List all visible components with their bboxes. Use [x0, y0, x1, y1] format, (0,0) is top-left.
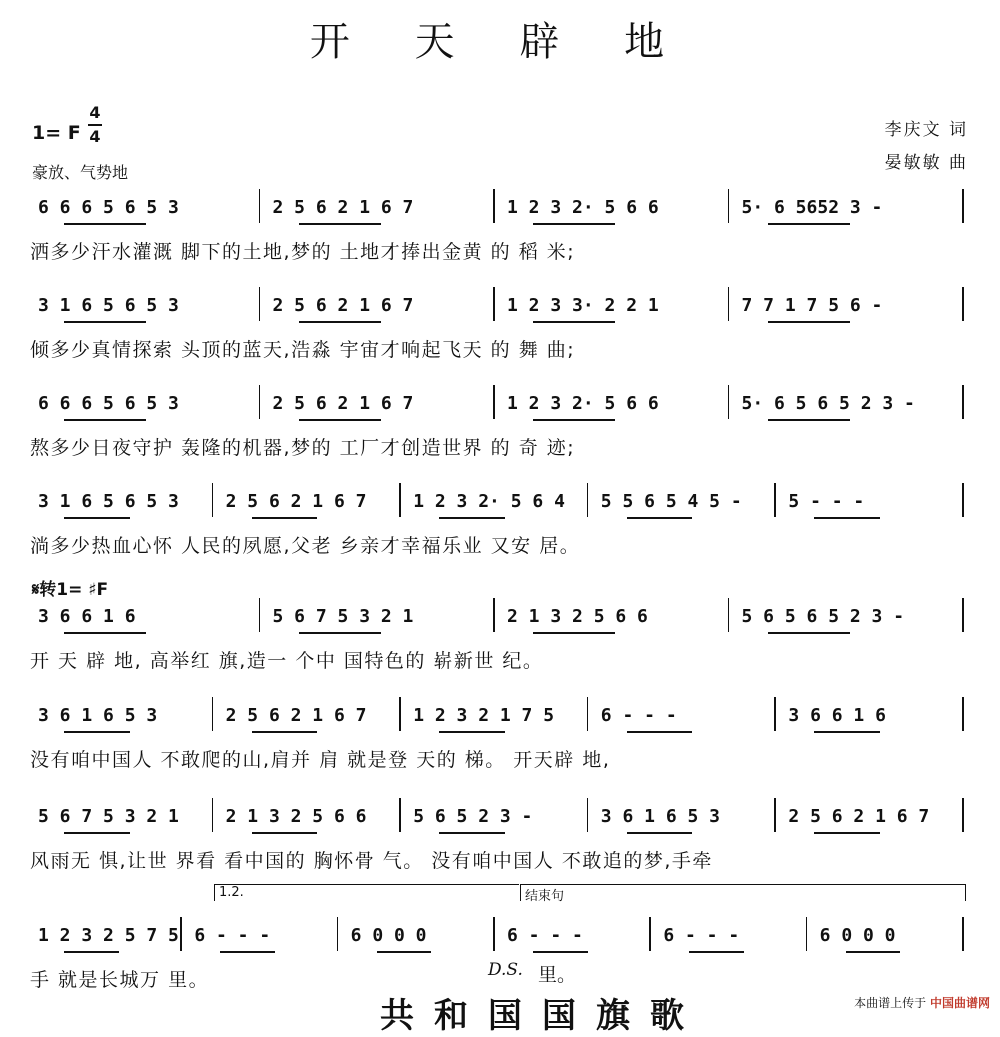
measure: 6 - - -	[663, 925, 740, 946]
time-top: 4	[89, 103, 101, 122]
beam-line	[64, 951, 119, 953]
lyric-line: 风雨无 惧,让世 界看 看中国的 胸怀骨 气。 没有咱中国人 不敢追的梦,手牵	[30, 850, 713, 872]
beam-line	[814, 517, 880, 519]
bar-line	[728, 189, 730, 223]
bar-line	[212, 697, 214, 731]
beam-line	[64, 517, 130, 519]
beam-line	[768, 419, 850, 421]
volta-final-label: 结束句	[525, 889, 565, 904]
measure: 5 6 5 2 3 -	[413, 806, 533, 827]
bar-line	[962, 385, 964, 419]
volta-first-ending	[214, 884, 519, 901]
bar-line	[962, 598, 964, 632]
lyric-line: 洒多少汗水灌溉 脚下的土地,梦的 土地才捧出金黄 的 稻 米;	[30, 241, 576, 263]
bar-line	[962, 917, 964, 951]
key-signature: 1= F	[32, 122, 81, 144]
beam-line	[533, 419, 615, 421]
beam-line	[814, 832, 880, 834]
beam-line	[252, 731, 318, 733]
measure: 5 5 6 5 4 5 -	[600, 491, 742, 512]
beam-line	[252, 517, 318, 519]
measure: 5· 6 5652 3 -	[741, 197, 883, 218]
score-row	[0, 295, 1000, 391]
bar-line	[774, 483, 776, 517]
time-signature	[88, 103, 102, 147]
measure: 5· 6 5 6 5 2 3 -	[741, 393, 915, 414]
lyric-line: 倾多少真情探索 头顶的蓝天,浩淼 宇宙才响起飞天 的 舞 曲;	[30, 339, 576, 361]
score-row	[0, 705, 1000, 801]
beam-line	[768, 223, 850, 225]
bar-line	[337, 917, 339, 951]
measure: 2 5 6 2 1 6 7	[272, 197, 414, 218]
lyricist-credit: 李庆文 词	[884, 120, 968, 140]
bar-line	[728, 385, 730, 419]
measure: 1 2 3 2 5 7 5	[38, 925, 179, 946]
measure: 2 5 6 2 1 6 7	[272, 393, 414, 414]
bar-line	[962, 483, 964, 517]
bar-line	[399, 483, 401, 517]
beam-line	[64, 632, 146, 634]
measure: 6 - - -	[194, 925, 271, 946]
measure: 2 1 3 2 5 6 6	[507, 606, 648, 627]
measure: 6 6 6 5 6 5 3	[38, 197, 179, 218]
beam-line	[377, 951, 432, 953]
beam-line	[439, 517, 505, 519]
measure: 2 5 6 2 1 6 7	[225, 705, 367, 726]
beam-line	[689, 951, 744, 953]
beam-line	[533, 632, 615, 634]
bar-line	[493, 385, 495, 419]
site-logo[interactable]: 中国曲谱网	[929, 996, 990, 1010]
measure: 2 1 3 2 5 6 6	[225, 806, 367, 827]
measure: 6 0 0 0	[350, 925, 427, 946]
bar-line	[259, 189, 261, 223]
beam-line	[64, 731, 130, 733]
measure: 6 0 0 0	[819, 925, 896, 946]
lyric-line: 淌多少热血心怀 人民的夙愿,父老 乡亲才幸福乐业 又安 居。	[30, 535, 581, 557]
beam-line	[299, 419, 381, 421]
measure: 1 2 3 2· 5 6 6	[507, 393, 659, 414]
bar-line	[962, 697, 964, 731]
bar-line	[493, 189, 495, 223]
bar-line	[212, 798, 214, 832]
bar-line	[493, 917, 495, 951]
bar-line	[962, 189, 964, 223]
beam-line	[533, 321, 615, 323]
lyric-line: 没有咱中国人 不敢爬的山,肩并 肩 就是登 天的 梯。 开天辟 地,	[30, 749, 611, 771]
measure: 5 6 7 5 3 2 1	[38, 806, 179, 827]
bar-line	[962, 798, 964, 832]
bar-line	[774, 697, 776, 731]
measure: 3 1 6 5 6 5 3	[38, 491, 179, 512]
next-title-cut: 共和国国旗歌	[380, 996, 704, 1036]
beam-line	[627, 731, 693, 733]
time-bottom: 4	[89, 127, 101, 146]
score-row	[0, 197, 1000, 293]
beam-line	[533, 223, 615, 225]
segno-modulation: 𝄋转1= ♯F	[32, 580, 109, 600]
measure: 3 6 1 6 5 3	[600, 806, 721, 827]
bar-line	[649, 917, 651, 951]
upload-label: 本曲谱上传于	[854, 996, 927, 1010]
bar-line	[493, 287, 495, 321]
score-row	[0, 491, 1000, 587]
bar-line	[212, 483, 214, 517]
bar-line	[259, 385, 261, 419]
score-row	[0, 393, 1000, 489]
beam-line	[64, 419, 146, 421]
volta-final-ending	[520, 884, 966, 904]
bar-line	[728, 598, 730, 632]
dal-segno-mark: D.S.	[488, 960, 523, 980]
beam-line	[64, 223, 146, 225]
beam-line	[627, 517, 693, 519]
beam-line	[439, 731, 505, 733]
measure: 7 7 1 7 5 6 -	[741, 295, 883, 316]
score-row	[0, 606, 1000, 702]
bar-line	[962, 287, 964, 321]
measure: 2 5 6 2 1 6 7	[272, 295, 414, 316]
page-title: 开 天 辟 地	[309, 19, 691, 65]
measure: 6 6 6 5 6 5 3	[38, 393, 179, 414]
lyric-line: 手 就是长城万 里。	[30, 969, 210, 991]
beam-line	[768, 632, 850, 634]
beam-line	[439, 832, 505, 834]
lyric-line: 熬多少日夜守护 轰隆的机器,梦的 工厂才创造世界 的 奇 迹;	[30, 437, 576, 459]
upload-note	[854, 994, 990, 1011]
bar-line	[806, 917, 808, 951]
measure: 5 6 5 6 5 2 3 -	[741, 606, 905, 627]
bar-line	[774, 798, 776, 832]
bar-line	[493, 598, 495, 632]
beam-line	[627, 832, 693, 834]
measure: 5 - - -	[788, 491, 865, 512]
bar-line	[587, 697, 589, 731]
dal-segno-lyric: 里。	[538, 964, 577, 986]
beam-line	[299, 223, 381, 225]
bar-line	[399, 697, 401, 731]
lyric-line: 开 天 辟 地, 高举红 旗,造一 个中 国特色的 崭新世 纪。	[30, 650, 544, 672]
beam-line	[252, 832, 318, 834]
beam-line	[768, 321, 850, 323]
beam-line	[64, 832, 130, 834]
bar-line	[399, 798, 401, 832]
beam-line	[533, 951, 588, 953]
measure: 3 1 6 5 6 5 3	[38, 295, 179, 316]
measure: 1 2 3 2· 5 6 6	[507, 197, 659, 218]
volta-first-label: 1.2.	[219, 885, 244, 900]
composer-credit: 晏敏敏 曲	[884, 153, 968, 173]
bar-line	[728, 287, 730, 321]
beam-line	[299, 321, 381, 323]
measure: 5 6 7 5 3 2 1	[272, 606, 414, 627]
measure: 1 2 3 3· 2 2 1	[507, 295, 659, 316]
tempo-marking: 豪放、气势地	[32, 163, 129, 182]
measure: 3 6 1 6 5 3	[38, 705, 158, 726]
bar-line	[587, 798, 589, 832]
measure: 6 - - -	[600, 705, 677, 726]
bar-line	[587, 483, 589, 517]
measure: 2 5 6 2 1 6 7	[225, 491, 367, 512]
bar-line	[259, 287, 261, 321]
measure: 1 2 3 2· 5 6 4	[413, 491, 565, 512]
beam-line	[220, 951, 275, 953]
bar-line	[180, 917, 182, 951]
beam-line	[846, 951, 901, 953]
bar-line	[259, 598, 261, 632]
measure: 2 5 6 2 1 6 7	[788, 806, 930, 827]
beam-line	[64, 321, 146, 323]
beam-line	[299, 632, 381, 634]
measure: 3 6 6 1 6	[38, 606, 136, 627]
measure: 1 2 3 2 1 7 5	[413, 705, 555, 726]
beam-line	[814, 731, 880, 733]
measure: 6 - - -	[507, 925, 583, 946]
measure: 3 6 6 1 6	[788, 705, 886, 726]
